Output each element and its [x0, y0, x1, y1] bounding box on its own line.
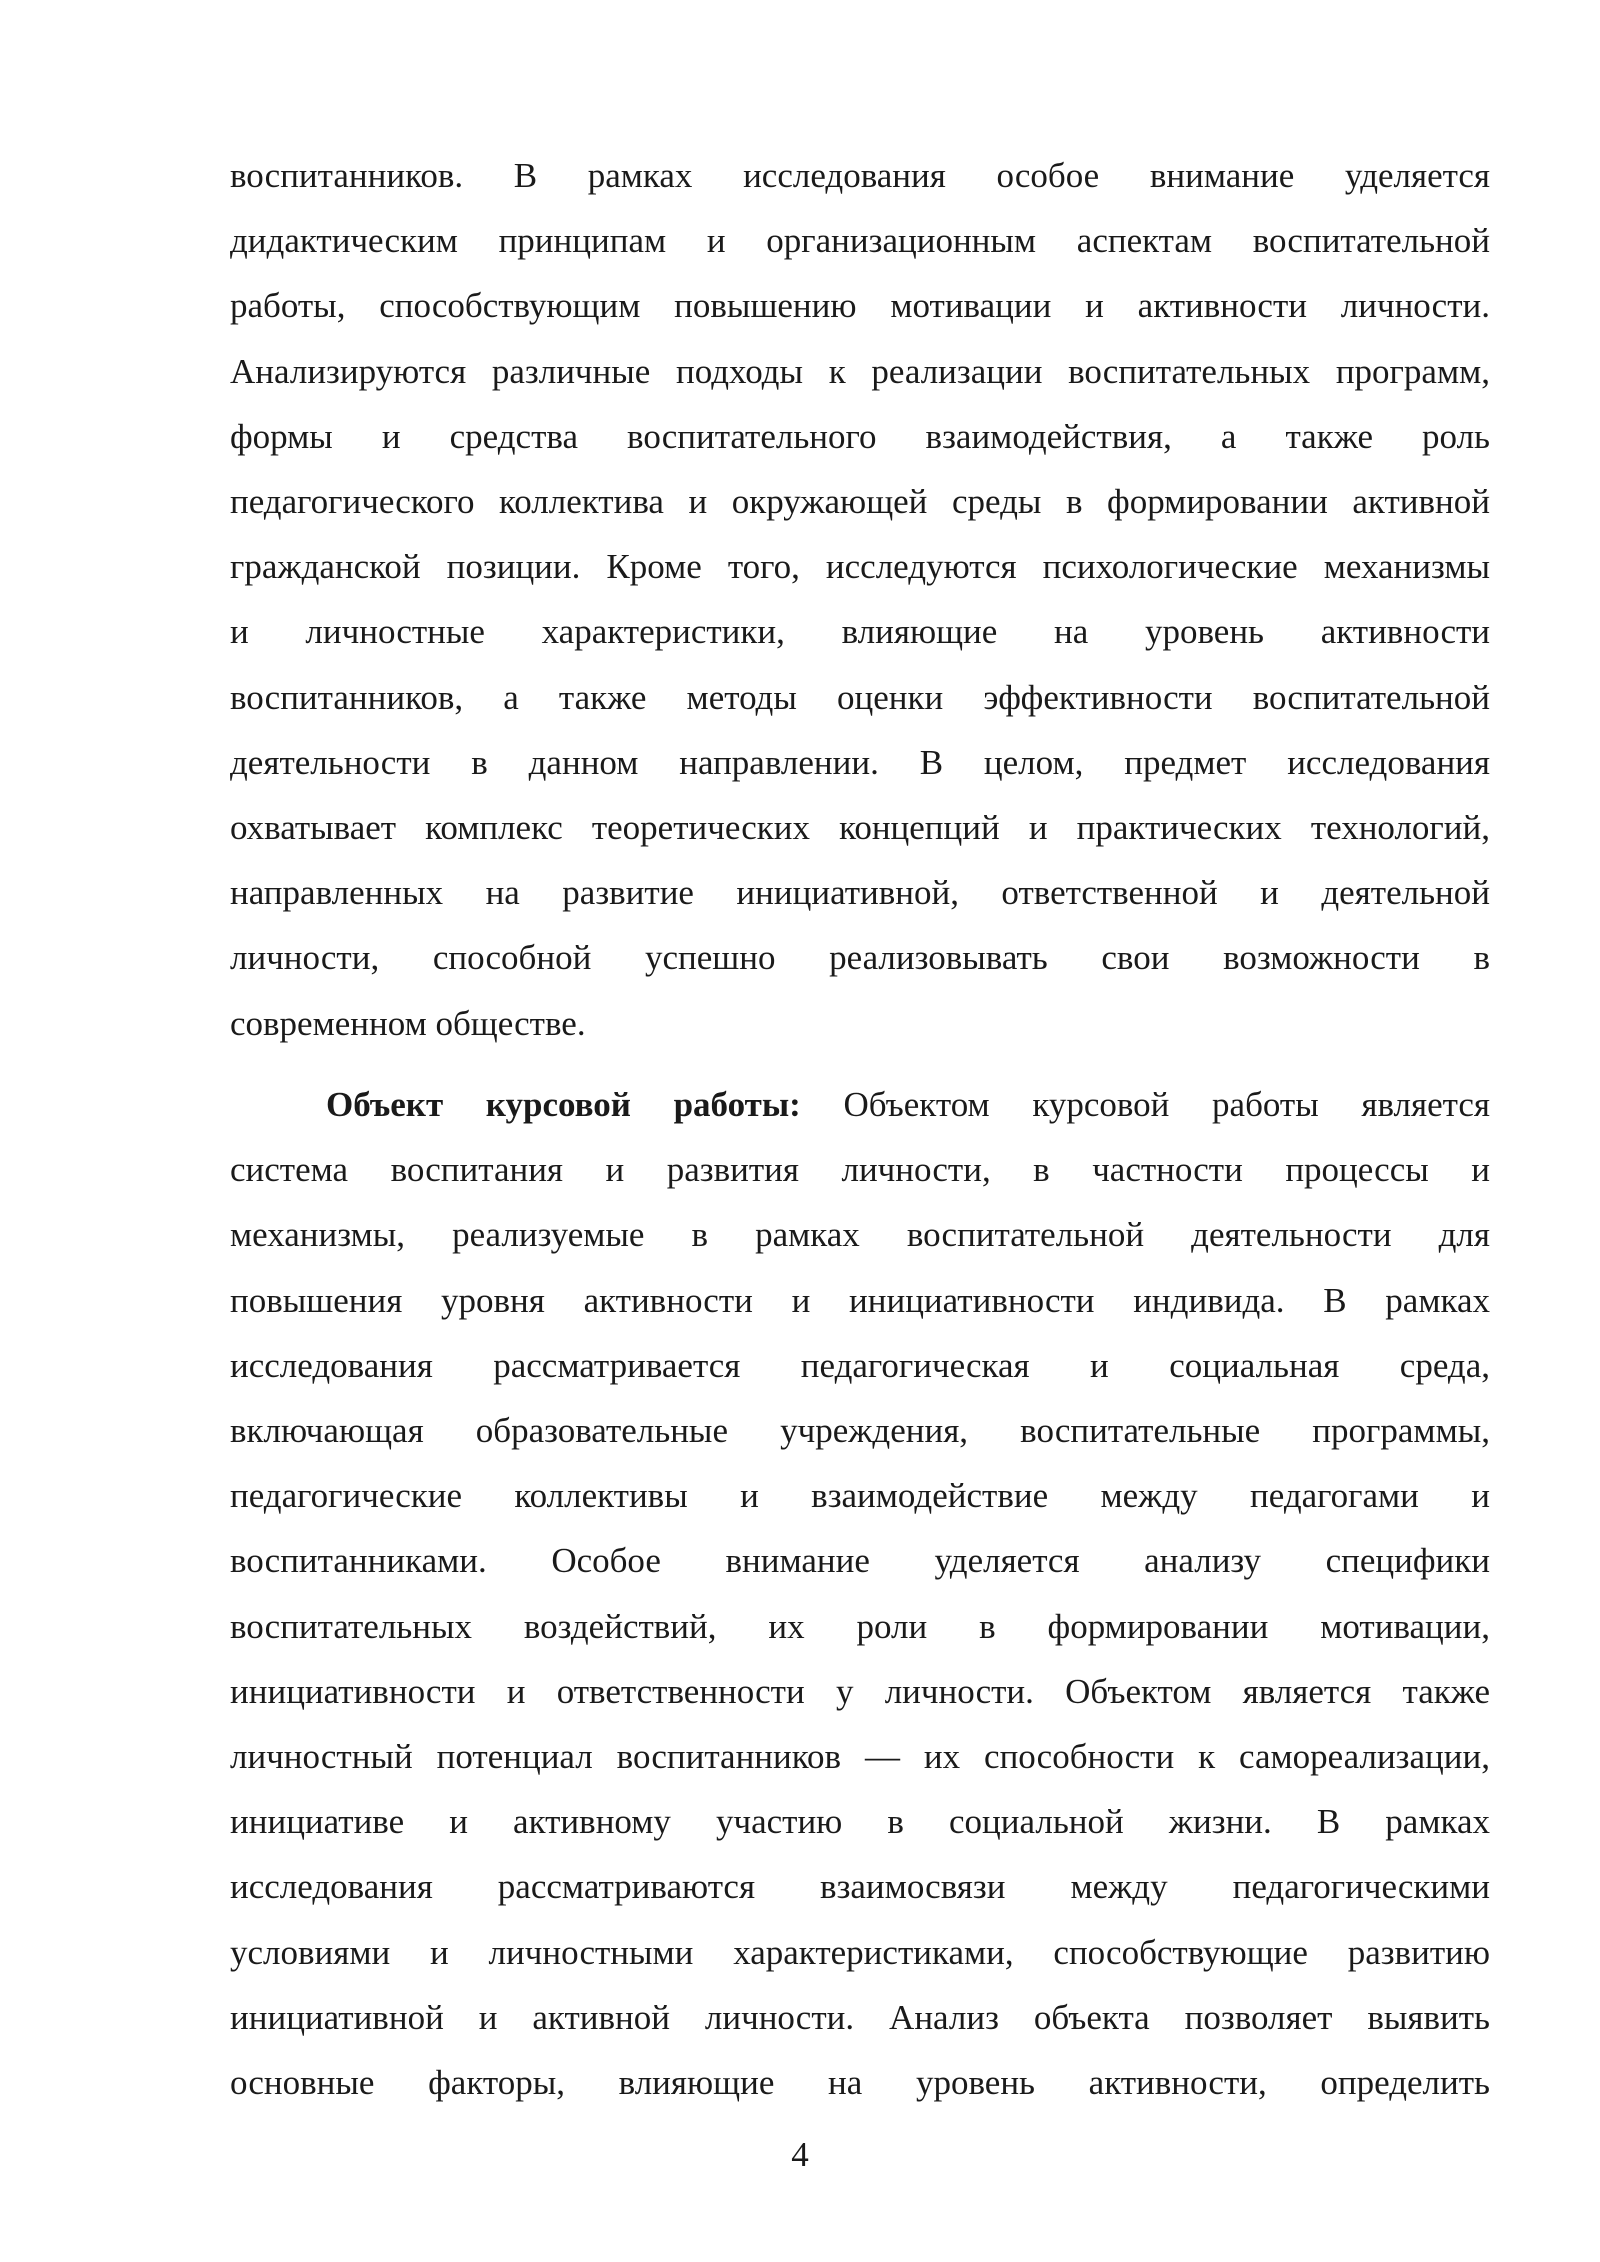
text-line: воспитательных воздействий, их роли в формировании мотивации,: [230, 1606, 1490, 1646]
text-line: условиями и личностными характеристиками, способствующие развитию: [230, 1932, 1490, 1972]
text-line: система воспитания и развития личности, в частности процессы и: [230, 1150, 1490, 1190]
text-line: инициативе и активному участию в социальной жизни. В рамках: [230, 1802, 1490, 1842]
paragraph-subject: [230, 143, 1490, 1056]
text-line: направленных на развитие инициативной, ответственной и деятельной: [230, 873, 1490, 913]
text-line: личностный потенциал воспитанников — их способности к самореализации,: [230, 1737, 1490, 1777]
text-line-first: [230, 1072, 1490, 1137]
text-line: исследования рассматриваются взаимосвязи между педагогическими: [230, 1867, 1490, 1907]
text-line: деятельности в данном направлении. В целом, предмет исследования: [230, 742, 1490, 782]
text-line: и личностные характеристики, влияющие на уровень активности: [230, 612, 1490, 652]
text-line: воспитанников. В рамках исследования особое внимание уделяется: [230, 156, 1490, 195]
text-line: включающая образовательные учреждения, воспитательные программы,: [230, 1411, 1490, 1451]
paragraph-object: [230, 1072, 1490, 2115]
text-line: педагогические коллективы и взаимодействие между педагогами и: [230, 1476, 1490, 1516]
text-line: инициативной и активной личности. Анализ объекта позволяет выявить: [230, 1997, 1490, 2037]
text-line: основные факторы, влияющие на уровень активности, определить: [230, 2063, 1490, 2103]
text-fragment: Объектом курсовой работы является: [800, 1085, 1491, 1124]
text-line: исследования рассматривается педагогическая и социальная среда,: [230, 1345, 1490, 1385]
section-heading: Объект курсовой работы:: [326, 1085, 801, 1124]
text-line: механизмы, реализуемые в рамках воспитательной деятельности для: [230, 1215, 1490, 1255]
text-line: личности, способной успешно реализовывать свои возможности в: [230, 938, 1490, 978]
text-line: инициативности и ответственности у личности. Объектом является также: [230, 1671, 1490, 1711]
page-number: 4: [791, 2135, 809, 2174]
text-line: повышения уровня активности и инициативности индивида. В рамках: [230, 1280, 1490, 1320]
text-line: педагогического коллектива и окружающей среды в формировании активной: [230, 482, 1490, 522]
text-line: формы и средства воспитательного взаимодействия, а также роль: [230, 416, 1490, 456]
text-line: гражданской позиции. Кроме того, исследуются психологические механизмы: [230, 547, 1490, 587]
text-line: работы, способствующим повышению мотивации и активности личности.: [230, 286, 1490, 326]
text-line: дидактическим принципам и организационным аспектам воспитательной: [230, 221, 1490, 261]
text-line: охватывает комплекс теоретических концепций и практических технологий,: [230, 808, 1490, 848]
text-line: Анализируются различные подходы к реализации воспитательных программ,: [230, 351, 1490, 391]
text-line: воспитанников, а также методы оценки эффективности воспитательной: [230, 677, 1490, 717]
text-line: современном обществе.: [230, 1003, 586, 1043]
text-line: воспитанниками. Особое внимание уделяется анализу специфики: [230, 1541, 1490, 1581]
